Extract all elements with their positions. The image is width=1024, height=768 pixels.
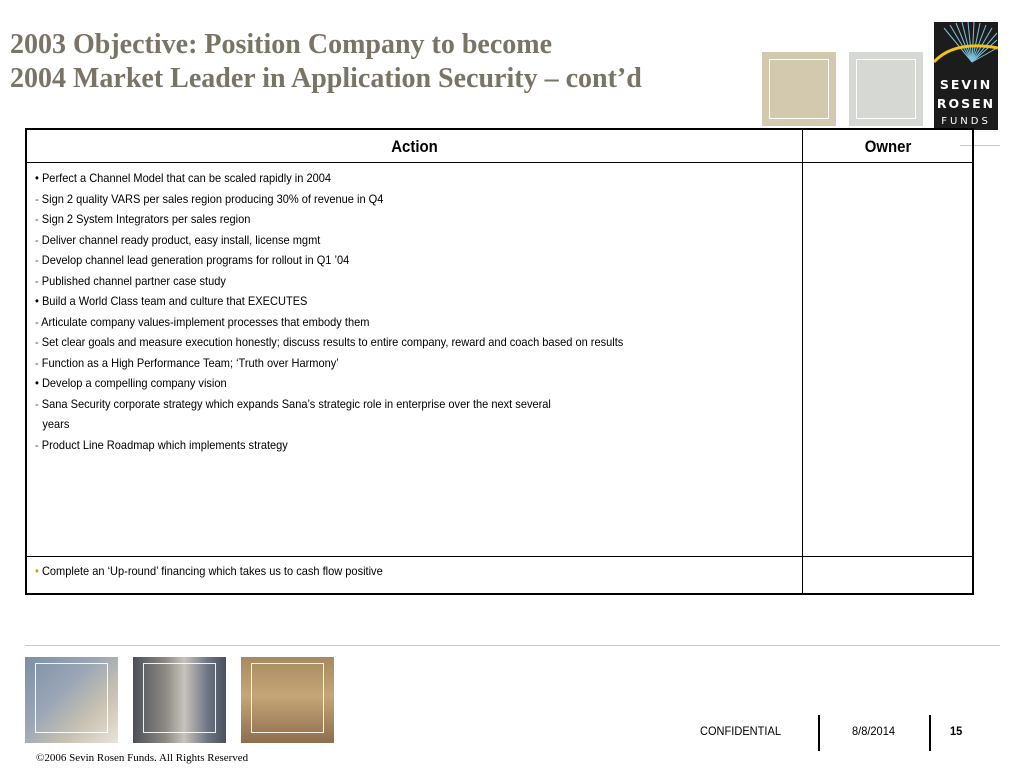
slide-title-line2: 2004 Market Leader in Application Security – cont’d [10, 63, 642, 94]
list-item [35, 291, 734, 312]
item-mark: - [35, 314, 39, 329]
item-text: Build a World Class team and culture that EXECUTES [41, 294, 308, 308]
list-item [35, 209, 734, 230]
item-text: Set clear goals and measure execution honestly; discuss results to entire company, reward and coach based on results [41, 335, 624, 349]
item-text: Develop a compelling company vision [41, 376, 227, 390]
list-item [35, 373, 734, 394]
logo-word-funds: FUNDS [941, 116, 991, 127]
list-item [35, 435, 734, 456]
column-divider [802, 130, 803, 593]
item-mark: - [35, 212, 39, 226]
footer-divider [818, 715, 820, 751]
item-text: Sign 2 quality VARS per sales region producing 30% of revenue in Q4 [41, 191, 384, 206]
logo-word-sevin: SEVIN [939, 77, 993, 92]
financing-row [35, 564, 383, 578]
item-mark: • [35, 294, 39, 308]
row-divider [27, 556, 972, 557]
decorative-square-gray [849, 52, 923, 126]
list-item [35, 230, 734, 251]
action-owner-table [25, 128, 974, 595]
slide-title-line1: 2003 Objective: Position Company to become [10, 29, 553, 60]
list-item-continuation [35, 414, 734, 435]
slide-title [10, 28, 642, 96]
list-item [35, 394, 734, 415]
list-item [35, 353, 734, 374]
list-item [35, 250, 734, 271]
item-mark: - [35, 253, 39, 267]
item-mark: - [35, 335, 39, 349]
item-mark: • [35, 171, 39, 185]
item-text: Perfect a Channel Model that can be scaled rapidly in 2004 [41, 171, 332, 185]
item-mark: • [35, 376, 39, 390]
item-text: Develop channel lead generation programs for rollout in Q1 ’04 [41, 253, 350, 267]
item-text: Sana Security corporate strategy which expands Sana’s strategic role in enterprise over the next several [41, 396, 551, 411]
logo-word-rosen: ROSEN [936, 96, 996, 111]
column-header-action: Action [391, 137, 438, 156]
item-mark: - [35, 191, 39, 206]
action-list [35, 168, 795, 455]
footer-divider [929, 715, 931, 751]
copyright-notice: ©2006 Sevin Rosen Funds. All Rights Reserved [36, 752, 249, 764]
decorative-square-tan [762, 52, 836, 126]
financing-row-text: Complete an ‘Up-round’ financing which takes us to cash flow positive [41, 564, 383, 578]
list-item [35, 271, 734, 292]
item-mark: - [35, 273, 39, 288]
footer-rule [25, 645, 1000, 646]
item-text: Published channel partner case study [41, 273, 226, 288]
list-item [35, 168, 734, 189]
item-text: Deliver channel ready product, easy install, license mgmt [41, 232, 321, 247]
list-item [35, 332, 734, 353]
item-mark: - [35, 355, 39, 370]
item-mark: - [35, 396, 39, 411]
photo-man-at-desk [25, 657, 118, 743]
item-text: Function as a High Performance Team; ‘Truth over Harmony’ [41, 355, 339, 370]
footer-date: 8/8/2014 [852, 724, 895, 738]
item-text: years [42, 417, 70, 431]
item-mark: - [35, 232, 39, 247]
sevin-rosen-logo [934, 22, 998, 130]
item-text: Sign 2 System Integrators per sales region [41, 212, 251, 226]
item-text: Product Line Roadmap which implements strategy [41, 437, 288, 452]
bullet-icon: • [35, 564, 39, 578]
photo-meeting-room [241, 657, 334, 743]
confidential-label: CONFIDENTIAL [700, 724, 781, 738]
sunburst-icon [934, 22, 998, 78]
list-item [35, 189, 734, 210]
column-header-owner: Owner [864, 137, 912, 156]
page-number: 15 [950, 724, 963, 738]
list-item [35, 312, 734, 333]
item-text: Articulate company values-implement processes that embody them [41, 314, 370, 329]
header-divider [27, 162, 972, 163]
photo-two-men-talking [133, 657, 226, 743]
item-mark: - [35, 437, 39, 452]
